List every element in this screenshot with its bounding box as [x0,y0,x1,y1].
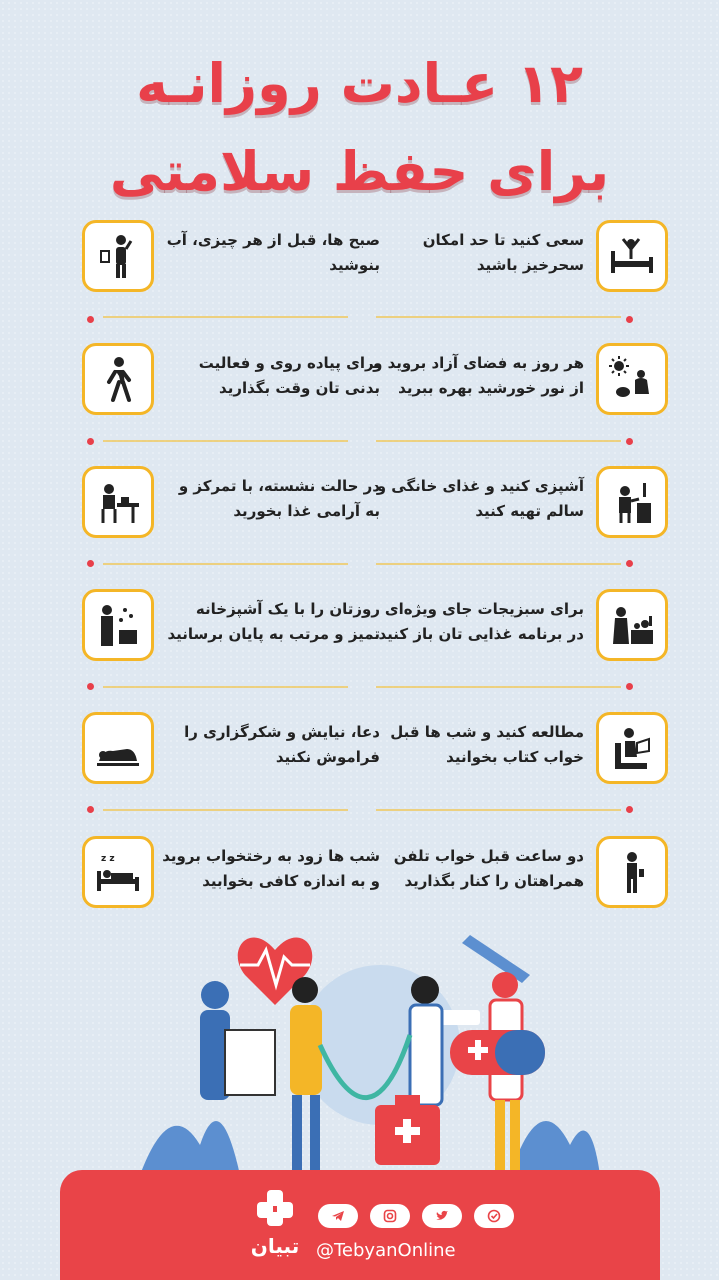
social-handle: @TebyanOnline [316,1240,456,1261]
habit-text: در حالت نشسته، با تمرکز و به آرامی غذا بخورید [178,477,380,520]
habit-item-reading [368,712,668,786]
separator-dot [87,683,94,690]
habit-text: دو ساعت قبل خواب تلفن همراهتان را کنار بگذارید [393,847,584,890]
twitter-icon[interactable] [422,1204,462,1228]
sitting-eating-icon [82,466,154,538]
habit-item-cooking [368,466,668,540]
habit-text: برای پیاده روی و فعالیت بدنی تان وقت بگذارید [198,354,380,397]
clean-kitchen-icon [82,589,154,661]
cooking-icon [596,466,668,538]
habit-item-vegetables [368,589,668,663]
separator-line [103,686,348,688]
habit-text: روزتان را با یک آشپزخانه تمیز و مرتب به پایان برسانید [167,600,380,643]
social-links [318,1204,514,1228]
habit-item-early-rise [368,220,668,294]
separator-dot [87,438,94,445]
separator-dot [626,316,633,323]
separator-dot [626,560,633,567]
habit-text: صبح ها، قبل از هر چیزی، آب بنوشید [166,231,380,274]
habit-item-prayer [82,712,382,786]
telegram-icon[interactable] [318,1204,358,1228]
separator-line [103,809,348,811]
drink-water-icon [82,220,154,292]
wake-up-icon [596,220,668,292]
habit-text: آشپزی کنید و غذای خانگی و سالم تهیه کنید [376,477,584,520]
page-subtitle: برای حفظ سلامتی [109,140,610,203]
separator-dot [626,683,633,690]
separator-line [103,440,348,442]
habit-text: سعی کنید تا حد امکان سحرخیز باشید [422,231,584,274]
check-icon[interactable] [474,1204,514,1228]
phone-off-icon [596,836,668,908]
instagram-icon[interactable] [370,1204,410,1228]
separator-line [376,316,621,318]
page-title: ۱۲ عـادت روزانـه [136,52,583,115]
vegetables-icon [596,589,668,661]
habit-text: هر روز به فضای آزاد بروید و از نور خورشید بهره ببرید [373,354,584,397]
separator-dot [87,560,94,567]
separator-dot [626,438,633,445]
habit-item-sunlight [368,343,668,417]
habit-item-clean-kitchen [82,589,382,663]
separator-line [376,809,621,811]
brand-mark-icon [255,1188,295,1228]
prayer-icon [82,712,154,784]
separator-line [103,316,348,318]
habit-item-sitting-eating [82,466,382,540]
brand-logo [245,1188,305,1258]
separator-line [376,563,621,565]
habit-text: برای سبزیجات جای ویژه‌ای در برنامه غذایی تان باز کنید [378,600,584,643]
separator-line [103,563,348,565]
reading-icon [596,712,668,784]
health-illustration [130,895,600,1185]
separator-dot [626,806,633,813]
separator-line [376,440,621,442]
habit-text: شب ها زود به رختخواب بروید و به اندازه کافی بخوابید [162,847,380,890]
separator-dot [87,316,94,323]
brand-name: تبیان [250,1234,300,1258]
walking-icon [82,343,154,415]
habit-item-walking [82,343,382,417]
habit-text: دعا، نیایش و شکرگزاری را فراموش نکنید [184,723,380,766]
habit-item-drink-water [82,220,382,294]
habit-text: مطالعه کنید و شب ها قبل خواب کتاب بخوانید [390,723,584,766]
separator-dot [87,806,94,813]
separator-line [376,686,621,688]
sunlight-icon [596,343,668,415]
svg-text:z z: z z [101,854,115,864]
